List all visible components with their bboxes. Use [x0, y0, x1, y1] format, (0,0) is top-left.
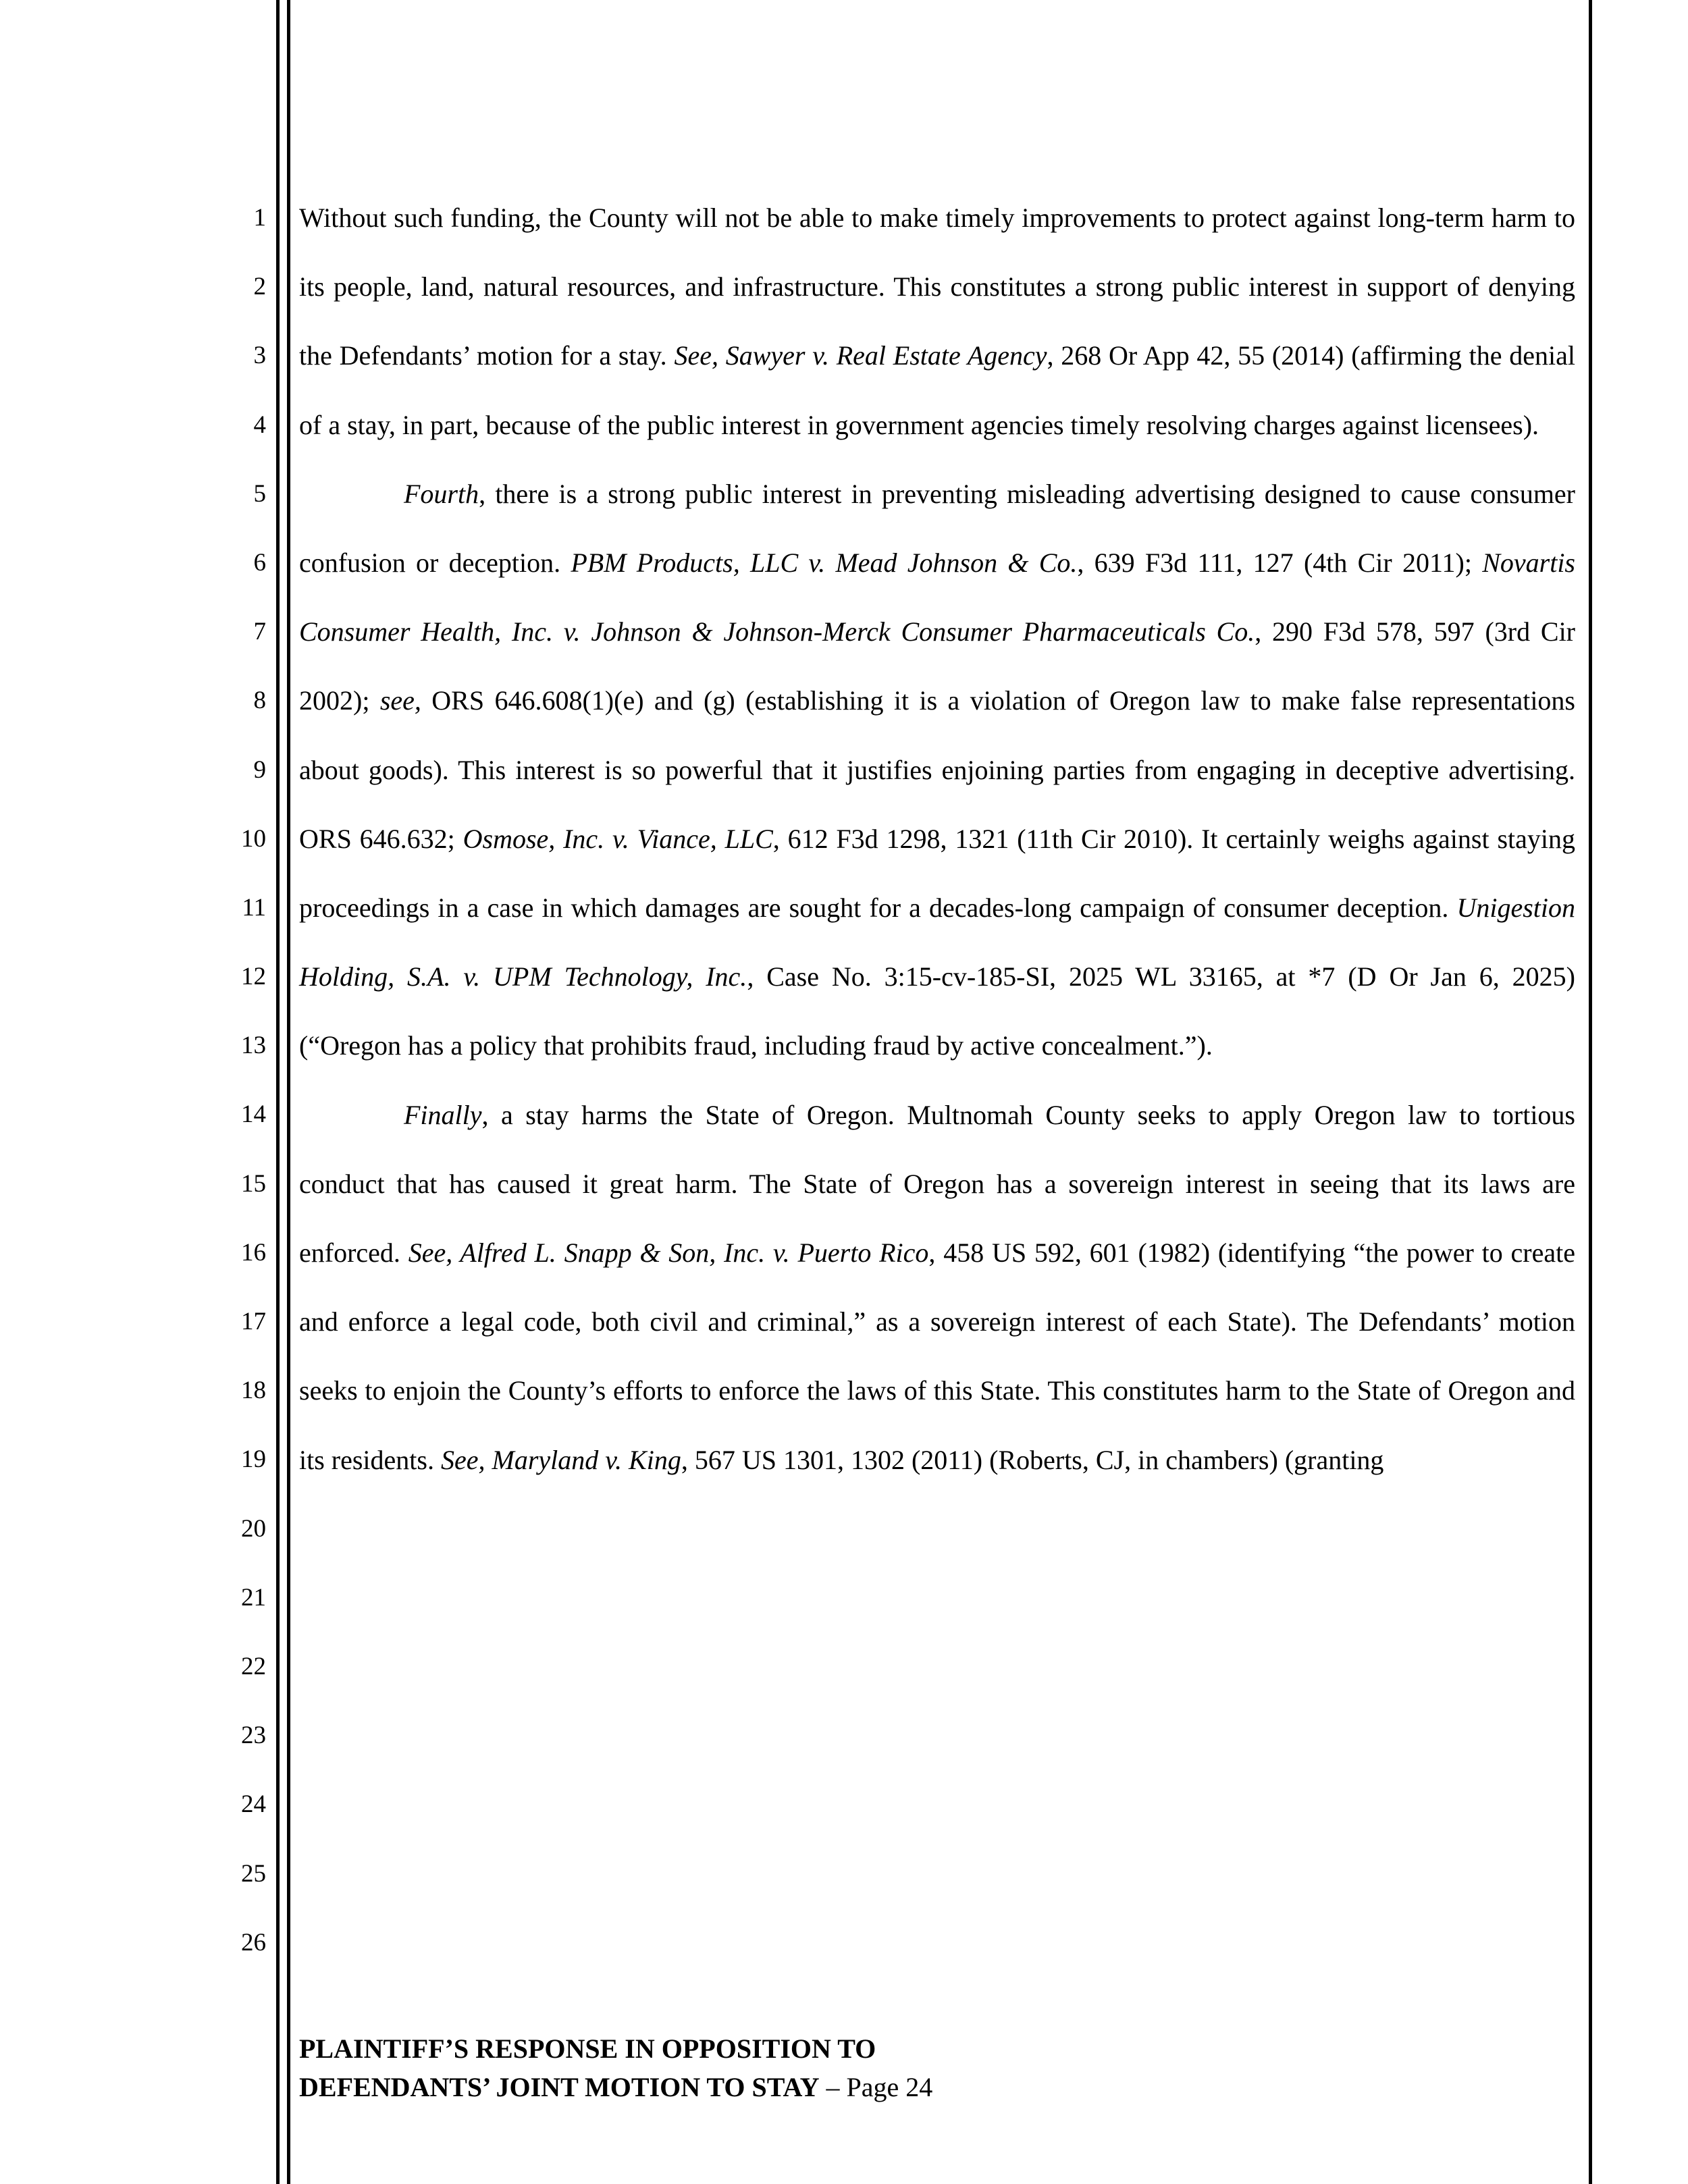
line-number: 2	[253, 273, 266, 301]
line-number: 20	[241, 1514, 266, 1543]
line-number: 26	[241, 1928, 266, 1956]
line-number: 15	[241, 1169, 266, 1198]
line-number: 8	[253, 687, 266, 715]
line-number: 1	[253, 204, 266, 232]
line-number: 21	[241, 1583, 266, 1612]
footer-line-2	[299, 2068, 1582, 2106]
left-margin-rule-inner	[287, 0, 290, 2184]
case-citation: Fourth	[404, 478, 479, 509]
line-number: 9	[253, 755, 266, 784]
line-number: 25	[241, 1859, 266, 1888]
body-text: , a stay harms the State of Oregon. Multnomah County seeks to apply Oregon law to tortious conduct that has caused it great harm. The State of Oregon has a sovereign interest in seeing that its laws are enforced.	[299, 1099, 1575, 1269]
body-text: , 268 Or App 42, 55 (2014) (affirming the denial of a stay, in part, because of the public interest in government agencies timely resolving charges against licensees).	[299, 340, 1576, 440]
body-text: ORS 646.608(1)(e) and (g) (establishing it is a violation of Oregon law to make false representations about goods). This interest is so powerful that it justifies enjoining parties from engaging in deceptive advertising. ORS 646.632;	[299, 685, 1575, 854]
footer-line-1: PLAINTIFF’S RESPONSE IN OPPOSITION TO	[299, 2033, 876, 2064]
body-text: , 612 F3d 1298, 1321 (11th Cir 2010). It certainly weighs against staying proceedings in a case in which damages are sought for a decades-long campaign of consumer deception.	[299, 823, 1575, 924]
line-number: 17	[241, 1308, 266, 1335]
body-text: , 567 US 1301, 1302 (2011) (Roberts, CJ, in chambers) (granting	[681, 1444, 1384, 1475]
document-body	[299, 184, 1575, 1495]
body-paragraph	[299, 184, 1575, 460]
line-number: 16	[241, 1238, 266, 1267]
case-citation: Novartis Consumer Health, Inc. v. Johnson & Johnson-Merck Consumer Pharmaceuticals Co.	[299, 548, 1575, 647]
body-text: , 639 F3d 111, 127 (4th Cir 2011);	[1077, 548, 1483, 579]
line-number: 4	[253, 410, 266, 439]
footer-title-bold: DEFENDANTS’ JOINT MOTION TO STAY	[299, 2072, 820, 2102]
body-paragraph	[299, 460, 1575, 1081]
page-footer	[299, 2029, 1582, 2106]
case-citation: PBM Products, LLC v. Mead Johnson & Co.	[571, 548, 1078, 579]
case-citation: see,	[379, 685, 421, 716]
case-citation: See, Sawyer v. Real Estate Agency	[674, 340, 1047, 371]
case-citation: Finally	[404, 1099, 482, 1130]
line-number: 7	[253, 618, 266, 646]
line-number: 14	[241, 1100, 266, 1129]
left-margin-rule-outer	[276, 0, 280, 2184]
body-text: , 458 US 592, 601 (1982) (identifying “the power to create and enforce a legal code, both civil and criminal,” as a sovereign interest of each State). The Defendants’ motion seeks to enjoin the County’s efforts to enforce the laws of this State. This constitutes harm to the State of Oregon and its residents.	[299, 1237, 1576, 1475]
footer-page-label: – Page 24	[819, 2072, 933, 2102]
case-citation: Unigestion Holding, S.A. v. UPM Technology, Inc.	[299, 893, 1575, 992]
line-number: 23	[241, 1722, 266, 1750]
case-citation: Osmose, Inc. v. Viance, LLC	[463, 823, 773, 854]
line-number: 18	[241, 1377, 266, 1405]
line-number: 6	[253, 548, 266, 577]
line-number: 11	[242, 893, 266, 922]
line-number: 22	[241, 1652, 266, 1680]
body-text: , Case No. 3:15-cv-185-SI, 2025 WL 33165, at *7 (D Or Jan 6, 2025) (“Oregon has a policy that prohibits fraud, including fraud by active concealment.”).	[299, 961, 1575, 1061]
right-margin-rule	[1589, 0, 1592, 2184]
body-text: Without such funding, the County will not be able to make timely improvements to protect against long-term harm to its people, land, natural resources, and infrastructure. This constitutes a strong public interest in support of denying the Defendants’ motion for a stay.	[299, 203, 1575, 371]
line-number: 5	[253, 479, 266, 508]
body-text: , 290 F3d 578, 597 (3rd Cir 2002);	[299, 616, 1576, 716]
line-number: 13	[241, 1032, 266, 1060]
line-number: 3	[253, 342, 266, 370]
case-citation: See, Maryland v. King	[440, 1444, 681, 1475]
line-number: 10	[241, 824, 266, 853]
case-citation: See, Alfred L. Snapp & Son, Inc. v. Puerto Rico	[408, 1237, 929, 1269]
line-number-gutter	[203, 184, 266, 1977]
body-text: , there is a strong public interest in preventing misleading advertising designed to cause consumer confusion or deception.	[299, 478, 1575, 579]
line-number: 24	[241, 1790, 266, 1819]
line-number: 12	[241, 963, 266, 991]
body-paragraph	[299, 1081, 1575, 1495]
line-number: 19	[241, 1445, 266, 1474]
